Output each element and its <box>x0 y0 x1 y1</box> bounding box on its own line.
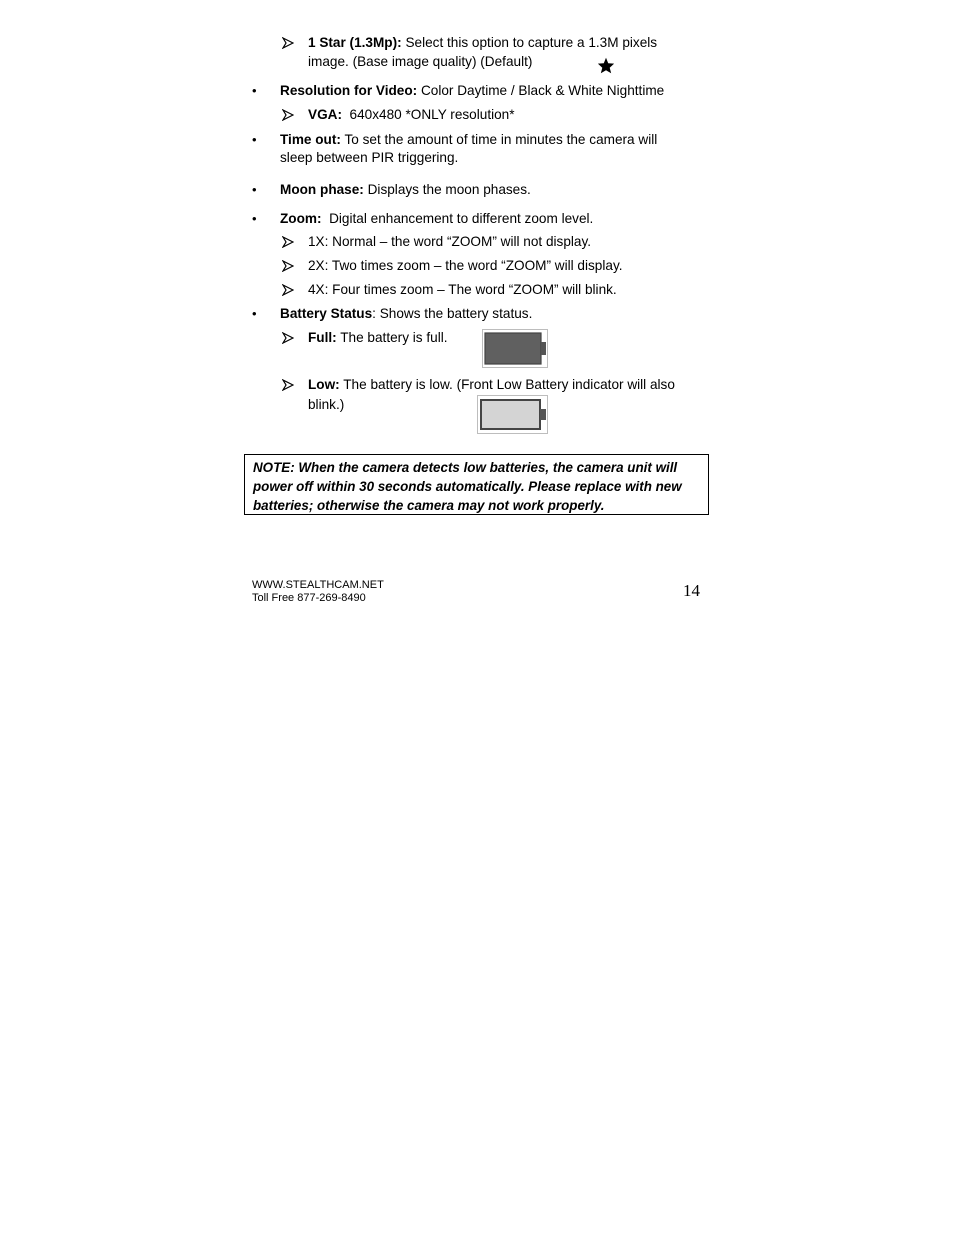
arrow-bullet-icon <box>282 332 294 344</box>
one-star-line2: image. (Base image quality) (Default) <box>308 54 533 69</box>
timeout-line2: sleep between PIR triggering. <box>280 150 459 165</box>
battery-status-line: Battery Status: Shows the battery status. <box>280 306 533 321</box>
arrow-bullet-icon <box>282 236 294 248</box>
battery-low-icon <box>477 395 548 434</box>
res-video-label: Resolution for Video: <box>280 83 418 98</box>
bullet-dot: • <box>252 83 257 98</box>
one-star-label: 1 Star (1.3Mp): <box>308 35 402 50</box>
arrow-bullet-icon <box>282 37 294 49</box>
note-box: NOTE: When the camera detects low batteries, the camera unit will power off within 30 seconds automatically. Please replace with new batteries; otherwise the camera may not work properly. <box>244 454 709 515</box>
bullet-dot: • <box>252 306 257 321</box>
timeout-label: Time out: <box>280 132 341 147</box>
vga-label: VGA: <box>308 107 342 122</box>
res-video-line: Resolution for Video: Color Daytime / Black & White Nighttime <box>280 83 665 98</box>
bullet-dot: • <box>252 182 257 197</box>
battery-status-label: Battery Status <box>280 306 373 321</box>
arrow-bullet-icon <box>282 284 294 296</box>
zoom-4x-line: 4X: Four times zoom – The word “ZOOM” will blink. <box>308 282 617 297</box>
low-line2: blink.) <box>308 397 345 412</box>
arrow-bullet-icon <box>282 109 294 121</box>
timeout-line1: Time out: To set the amount of time in minutes the camera will <box>280 132 658 147</box>
footer-website: WWW.STEALTHCAM.NET <box>252 579 384 591</box>
moon-line: Moon phase: Displays the moon phases. <box>280 182 531 197</box>
full-label: Full: <box>308 330 337 345</box>
battery-full-icon <box>482 329 548 368</box>
moon-label: Moon phase: <box>280 182 364 197</box>
arrow-bullet-icon <box>282 260 294 272</box>
zoom-label: Zoom: <box>280 211 322 226</box>
one-star-line1: 1 Star (1.3Mp): Select this option to capture a 1.3M pixels <box>308 35 658 50</box>
bullet-dot: • <box>252 211 257 226</box>
bullet-dot: • <box>252 132 257 147</box>
arrow-bullet-icon <box>282 379 294 391</box>
full-line: Full: The battery is full. <box>308 330 448 345</box>
zoom-line: Zoom: Digital enhancement to different zoom level. <box>280 211 594 226</box>
vga-line: VGA: 640x480 *ONLY resolution* <box>308 107 515 122</box>
page-number: 14 <box>683 581 700 600</box>
low-line1: Low: The battery is low. (Front Low Battery indicator will also <box>308 377 675 392</box>
footer-phone: Toll Free 877-269-8490 <box>252 592 366 604</box>
zoom-1x-line: 1X: Normal – the word “ZOOM” will not display. <box>308 234 592 249</box>
star-icon <box>597 57 615 74</box>
low-label: Low: <box>308 377 340 392</box>
zoom-2x-line: 2X: Two times zoom – the word “ZOOM” will display. <box>308 258 623 273</box>
